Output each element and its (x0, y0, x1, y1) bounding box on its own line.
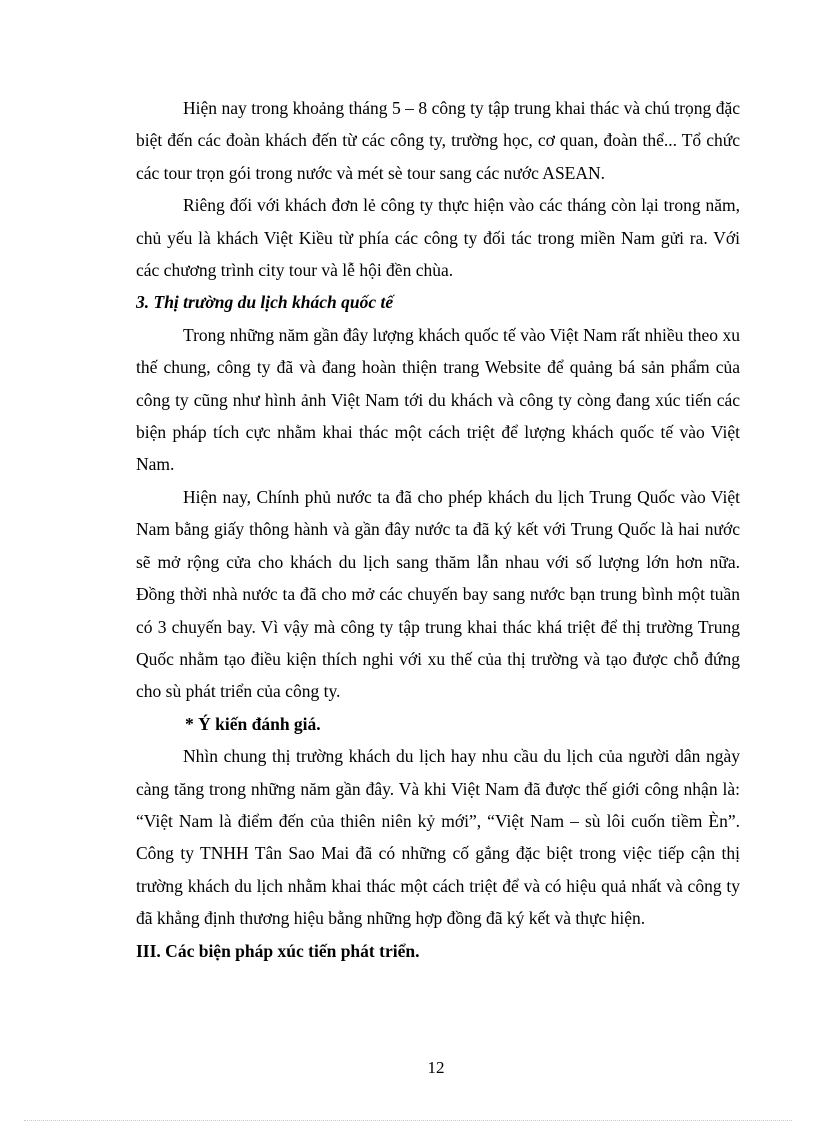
section-heading-development-measures: III. Các biện pháp xúc tiến phát triển. (136, 940, 420, 961)
paragraph-domestic-groups: Hiện nay trong khoảng tháng 5 – 8 công ty tập trung khai thác và chú trọng đặc biệt đến các đoàn khách đến từ các công ty, trường học, cơ quan, đoàn thể... Tổ chức các tour trọn gói trong nước và mét sè tour sang các nước ASEAN. (136, 98, 740, 183)
section-heading-international-market: 3. Thị trường du lịch khách quốc tế (136, 292, 394, 313)
paragraph-assessment: Nhìn chung thị trường khách du lịch hay nhu cầu du lịch của người dân ngày càng tăng trong những năm gần đây. Và khi Việt Nam đã được thế giới công nhận là: “Việt Nam là điểm đến của thiên niên kỷ mới”, “Việt Nam – sù lôi cuốn tiềm Èn”. Công ty TNHH Tân Sao Mai đã có những cố gắng đặc biệt trong việc tiếp cận thị trường khách du lịch nhằm khai thác một cách triệt để và có hiệu quả nhất và công ty đã khẳng định thương hiệu bằng những hợp đồng đã ký kết và thực hiện. (136, 746, 740, 929)
paragraph-individual-guests: Riêng đối với khách đơn lẻ công ty thực hiện vào các tháng còn lại trong năm, chủ yếu là khách Việt Kiều từ phía các công ty đối tác trong miền Nam gửi ra. Với các chương trình city tour và lễ hội đền chùa. (136, 195, 740, 281)
section-heading-opinion: * Ý kiến đánh giá. (185, 713, 321, 734)
page-bottom-divider (24, 1120, 792, 1121)
page-number: 12 (427, 1058, 445, 1077)
paragraph-international-visitors: Trong những năm gần đây lượng khách quốc tế vào Việt Nam rất nhiều theo xu thế chung, công ty đã và đang hoàn thiện trang Website để quảng bá sản phẩm của công ty cũng như hình ảnh Việt Nam tới du khách và công ty còng đang xúc tiến các biện pháp tích cực nhằm khai thác một cách triệt để lượng khách quốc tế vào Việt Nam. (136, 324, 740, 475)
document-body (136, 92, 740, 967)
paragraph-china-market: Hiện nay, Chính phủ nước ta đã cho phép khách du lịch Trung Quốc vào Việt Nam bằng giấy thông hành và gần đây nước ta đã ký kết với Trung Quốc là hai nước sẽ mở rộng cửa cho khách du lịch sang thăm lẫn nhau với số lượng lớn hơn nữa. Đồng thời nhà nước ta đã cho mở các chuyến bay sang nước bạn trung bình một tuần có 3 chuyến bay. Vì vậy mà công ty tập trung khai thác khá triệt để thị trường Trung Quốc nhằm tạo điều kiện thích nghi với xu thế của thị trường và tạo được chỗ đứng cho sù phát triển của công ty. (136, 486, 740, 702)
